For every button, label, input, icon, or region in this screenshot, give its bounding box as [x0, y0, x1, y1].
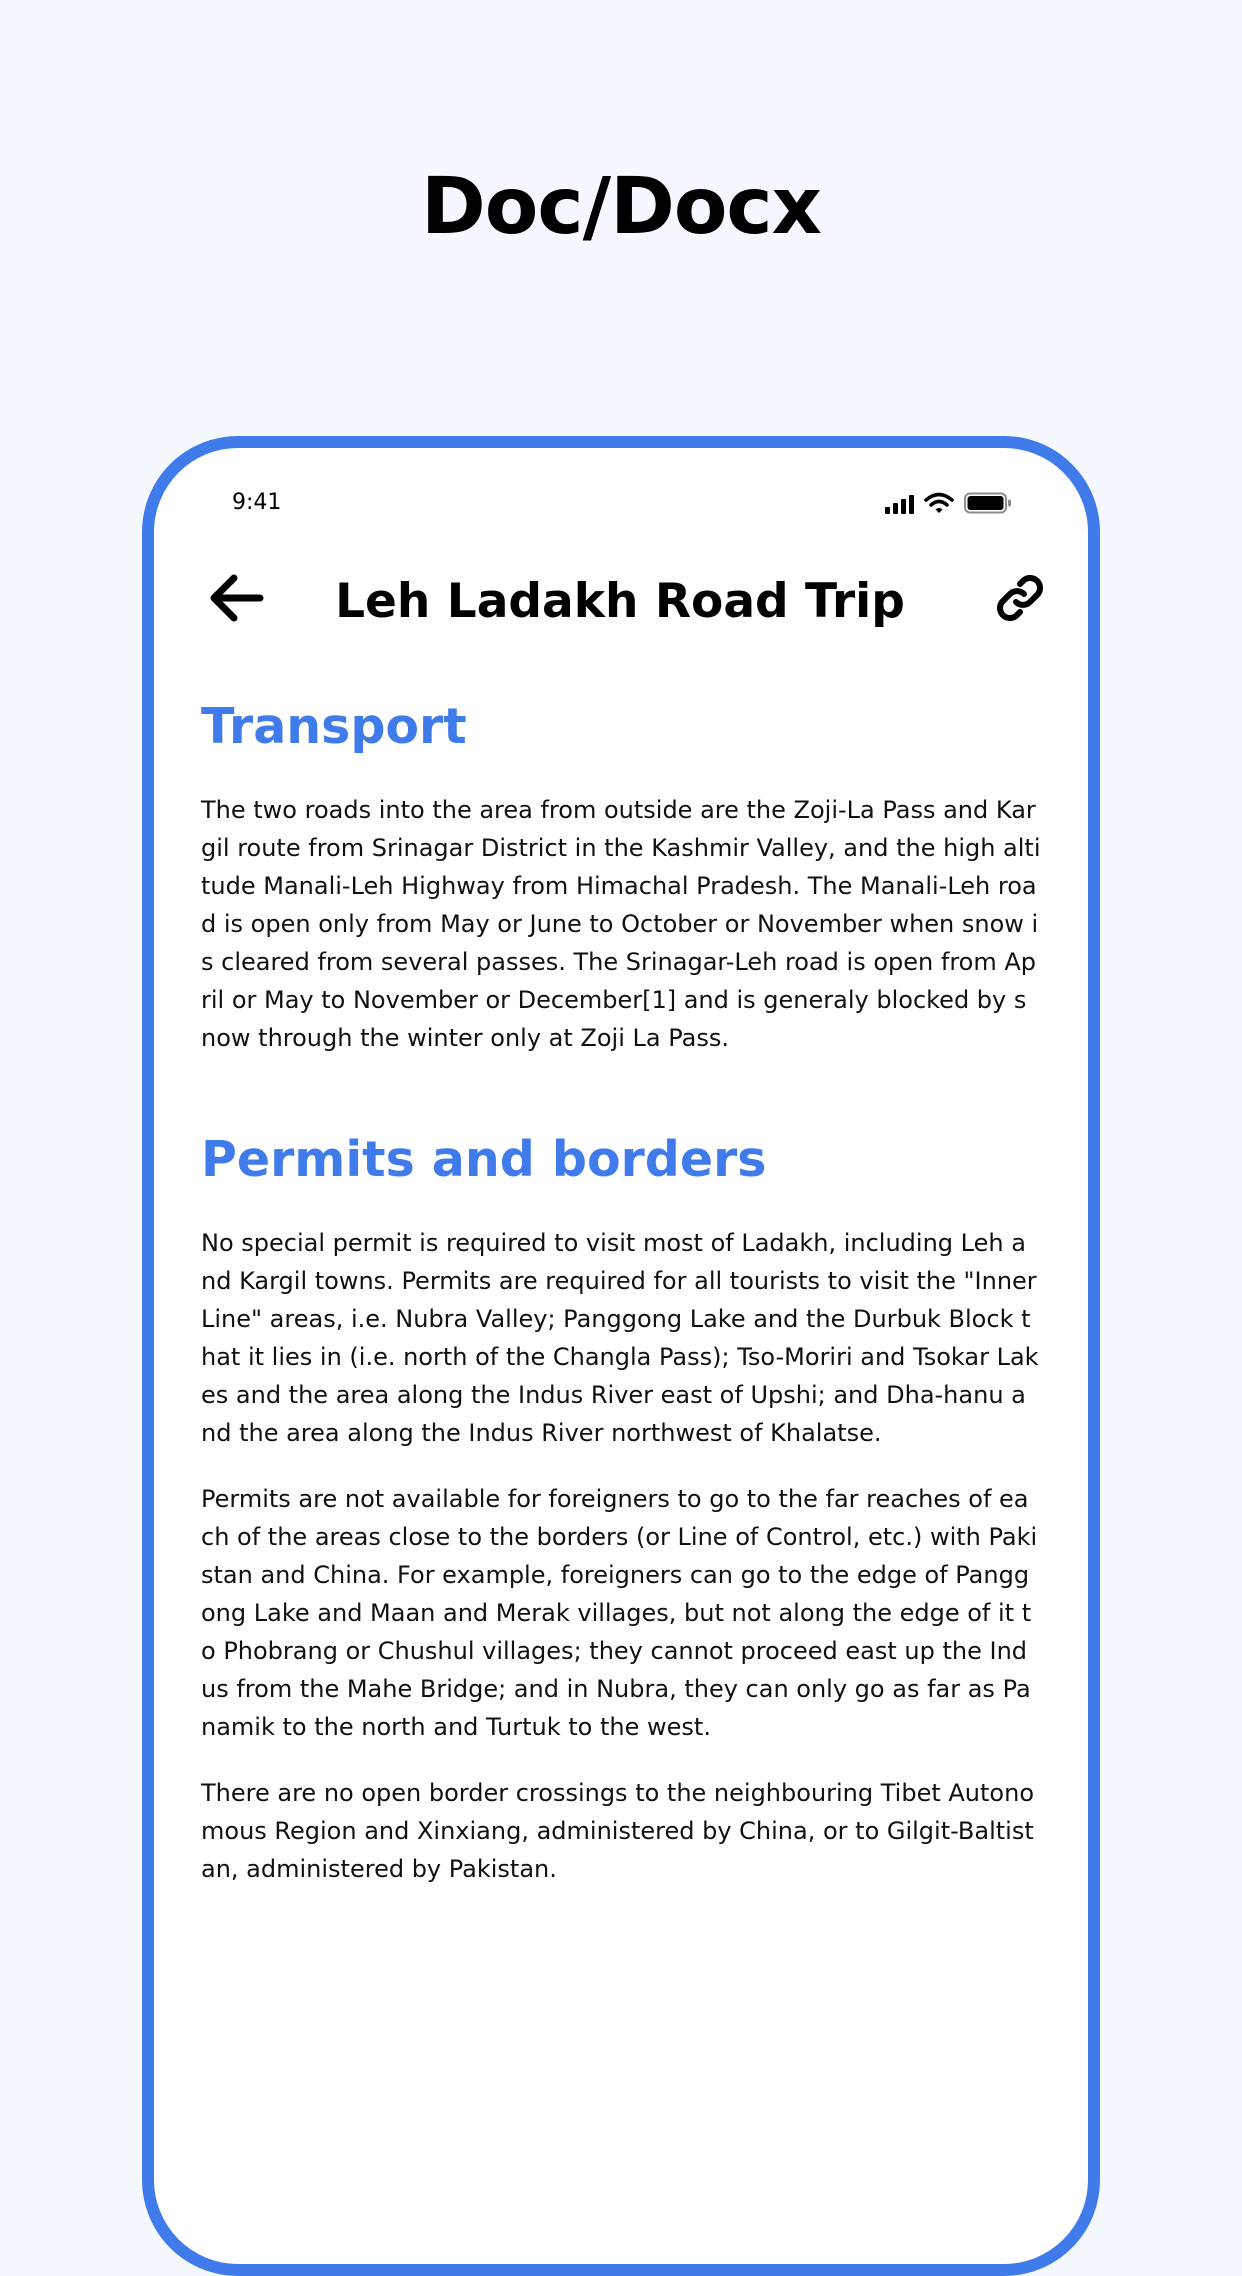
section-title-transport: Transport	[201, 698, 467, 755]
copy-link-button[interactable]	[992, 570, 1048, 626]
back-button[interactable]	[206, 570, 266, 626]
document-body	[201, 698, 1041, 1888]
paragraph: No special permit is required to visit most of Ladakh, including Leh and Kargil towns. Permits are required for all tourists to visit the "Inner Line" areas, i.e. Nubra Valley; Panggong Lake and the Durbuk Block that it lies in (i.e. north of the Changla Pass); Tso-Moriri and Tsokar Lakes and the area along the Indus River east of Upshi; and Dha-hanu and the area along the Indus River northwest of Khalatse.	[201, 1228, 1039, 1447]
paragraph: The two roads into the area from outside are the Zoji-La Pass and Kargil route from Srinagar District in the Kashmir Valley, and the high altitude Manali-Leh Highway from Himachal Pradesh. The Manali-Leh road is open only from May or June to October or November when snow is cleared from several passes. The Srinagar-Leh road is open from April or May to November or December[1] and is generaly blocked by snow through the winter only at Zoji La Pass.	[201, 795, 1041, 1052]
battery-icon	[964, 492, 1012, 514]
section-title-permits: Permits and borders	[201, 1130, 767, 1188]
paragraph: There are no open border crossings to the neighbouring Tibet Autonomous Region and Xinxiang, administered by China, or to Gilgit-Baltistan, administered by Pakistan.	[201, 1778, 1035, 1883]
wifi-icon	[924, 492, 954, 514]
paragraph: Permits are not available for foreigners to go to the far reaches of each of the areas close to the borders (or Line of Control, etc.) with Pakistan and China. For example, foreigners can go to the edge of Panggong Lake and Maan and Merak villages, but not along the edge of it to Phobrang or Chushul villages; they cannot proceed east up the Indus from the Mahe Bridge; and in Nubra, they can only go as far as Panamik to the north and Turtuk to the west.	[201, 1484, 1038, 1741]
status-icons	[885, 492, 1012, 514]
arrow-left-icon	[206, 570, 266, 626]
cellular-signal-icon	[885, 494, 914, 514]
nav-bar	[154, 548, 1088, 644]
phone-frame	[142, 436, 1100, 2276]
document-title: Leh Ladakh Road Trip	[335, 574, 905, 629]
status-time: 9:41	[232, 490, 282, 515]
page-headline: Doc/Docx	[421, 162, 821, 252]
link-icon	[992, 570, 1048, 626]
status-bar	[154, 448, 1088, 538]
